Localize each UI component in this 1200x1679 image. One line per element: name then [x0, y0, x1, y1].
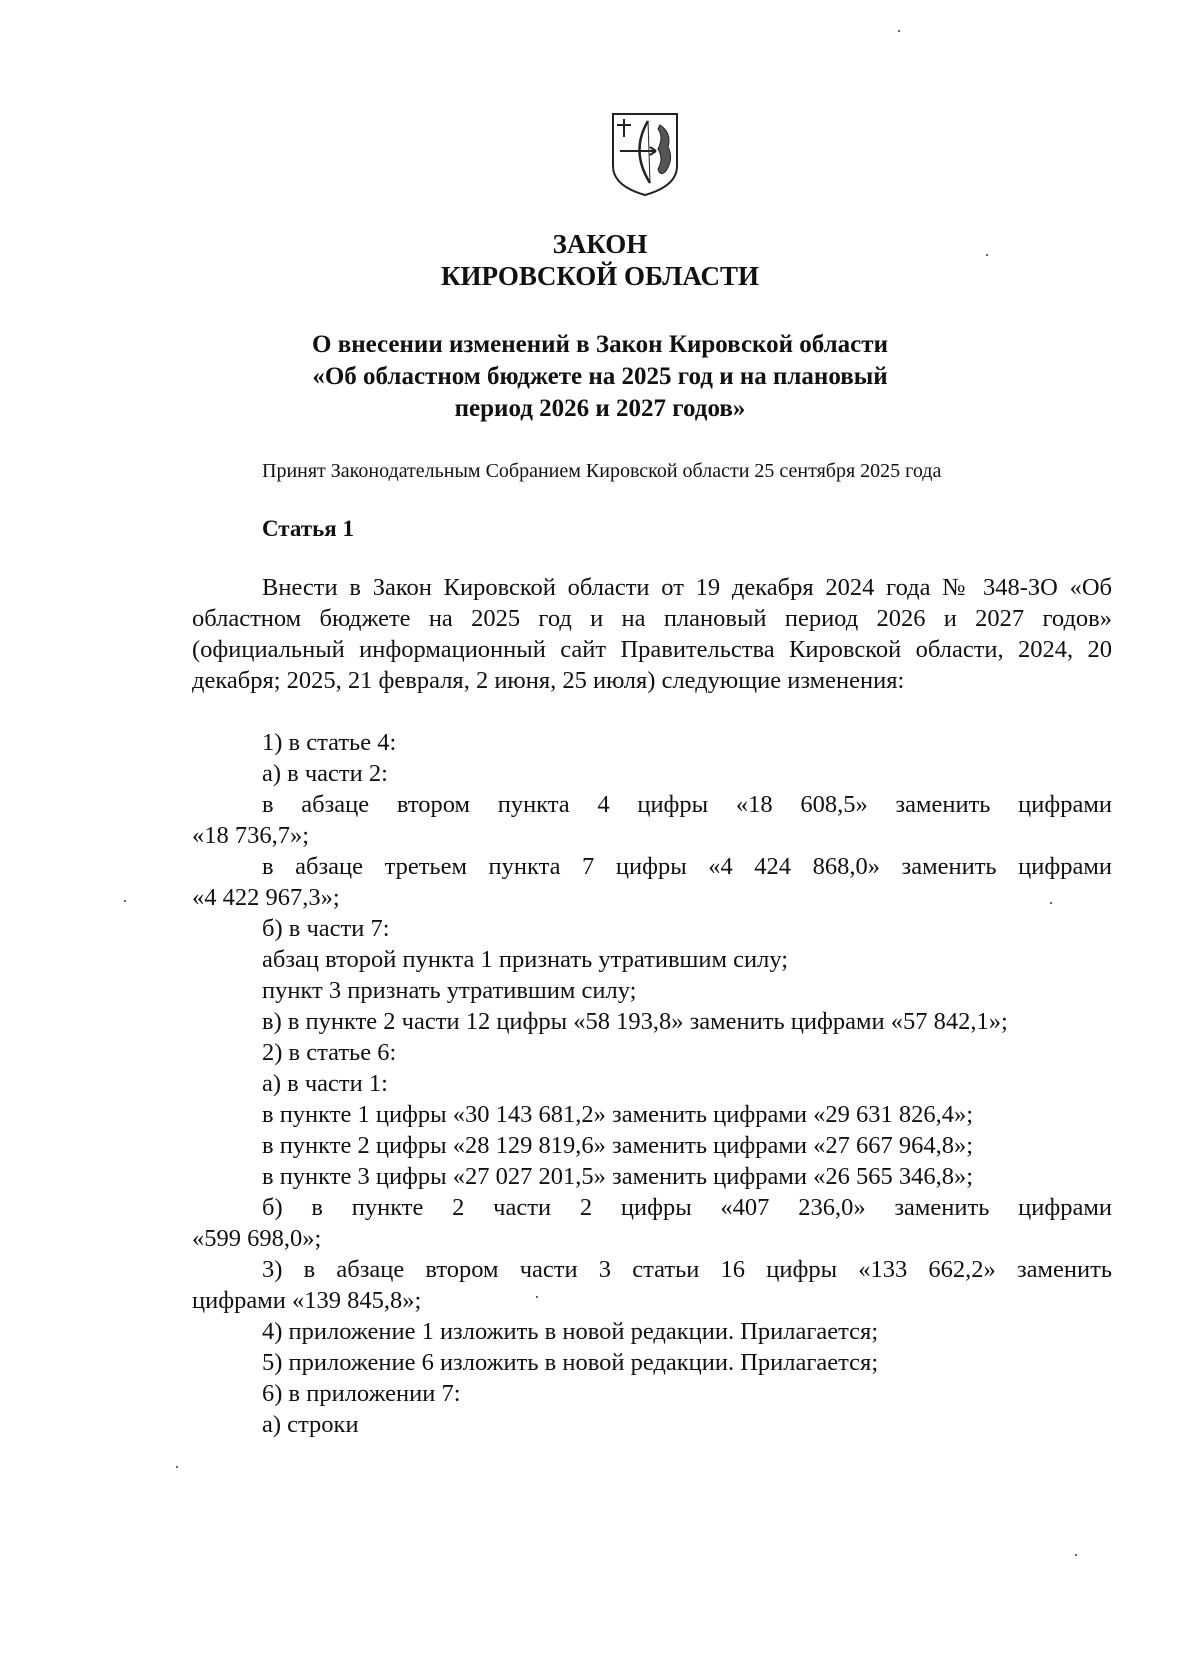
list-item: «18 736,7»; [192, 822, 310, 849]
scan-speck [176, 1466, 178, 1468]
list-item: абзац второй пункта 1 признать утратившим силу; [262, 946, 789, 973]
subtitle-line-1: О внесении изменений в Закон Кировской области [312, 331, 888, 358]
list-item: в абзаце третьем пункта 7 цифры «4 424 868,0» заменить цифрами [262, 853, 1112, 880]
list-item: в пункте 1 цифры «30 143 681,2» заменить цифрами «29 631 826,4»; [262, 1101, 974, 1128]
list-item: пункт 3 признать утратившим силу; [262, 977, 637, 1004]
list-item: 6) в приложении 7: [262, 1380, 461, 1407]
subtitle-line-3: период 2026 и 2027 годов» [454, 395, 746, 422]
article-intro: Внести в Закон Кировской области от 19 декабря 2024 года № 348-ЗО «Об областном бюджете на 2025 год и на плановый период 2026 и 2027 годов» (официальный информационный сайт Правительства Кировской области, 2024, 20 декабря; 2025, 21 февраля, 2 июня, 25 июля) следующие изменения: [192, 574, 1112, 694]
scan-speck [1075, 1554, 1077, 1556]
list-item: в) в пункте 2 части 12 цифры «58 193,8» заменить цифрами «57 842,1»; [262, 1008, 1008, 1035]
list-item: «599 698,0»; [192, 1225, 322, 1252]
list-item: а) строки [262, 1411, 359, 1438]
list-item: а) в части 1: [262, 1070, 388, 1097]
list-item: цифрами «139 845,8»; [192, 1287, 422, 1314]
list-item: 5) приложение 6 изложить в новой редакции. Прилагается; [262, 1349, 879, 1376]
list-item: 2) в статье 6: [262, 1039, 397, 1066]
list-item: а) в части 2: [262, 760, 388, 787]
list-item: 4) приложение 1 изложить в новой редакции. Прилагается; [262, 1318, 879, 1345]
coat-of-arms-icon [610, 111, 680, 197]
list-item: в пункте 3 цифры «27 027 201,5» заменить цифрами «26 565 346,8»; [262, 1163, 974, 1190]
scan-speck [124, 900, 126, 902]
list-item: 3) в абзаце втором части 3 статьи 16 цифры «133 662,2» заменить [262, 1256, 1112, 1283]
scan-speck [986, 254, 988, 256]
article-heading: Статья 1 [262, 516, 354, 541]
law-title: ЗАКОН [552, 229, 648, 259]
list-item: 1) в статье 4: [262, 729, 397, 756]
scan-speck [536, 1296, 538, 1298]
list-item: б) в пункте 2 части 2 цифры «407 236,0» заменить цифрами [262, 1194, 1112, 1221]
list-item: в абзаце втором пункта 4 цифры «18 608,5» заменить цифрами [262, 791, 1112, 818]
law-region: КИРОВСКОЙ ОБЛАСТИ [440, 261, 760, 291]
list-item: б) в части 7: [262, 915, 390, 942]
list-item: «4 422 967,3»; [192, 884, 340, 911]
scan-speck [898, 30, 900, 32]
adoption-note: Принят Законодательным Собранием Кировской области 25 сентября 2025 года [262, 460, 942, 482]
list-item: в пункте 2 цифры «28 129 819,6» заменить цифрами «27 667 964,8»; [262, 1132, 974, 1159]
scan-speck [1050, 902, 1052, 904]
subtitle-line-2: «Об областном бюджете на 2025 год и на плановый [312, 363, 888, 390]
